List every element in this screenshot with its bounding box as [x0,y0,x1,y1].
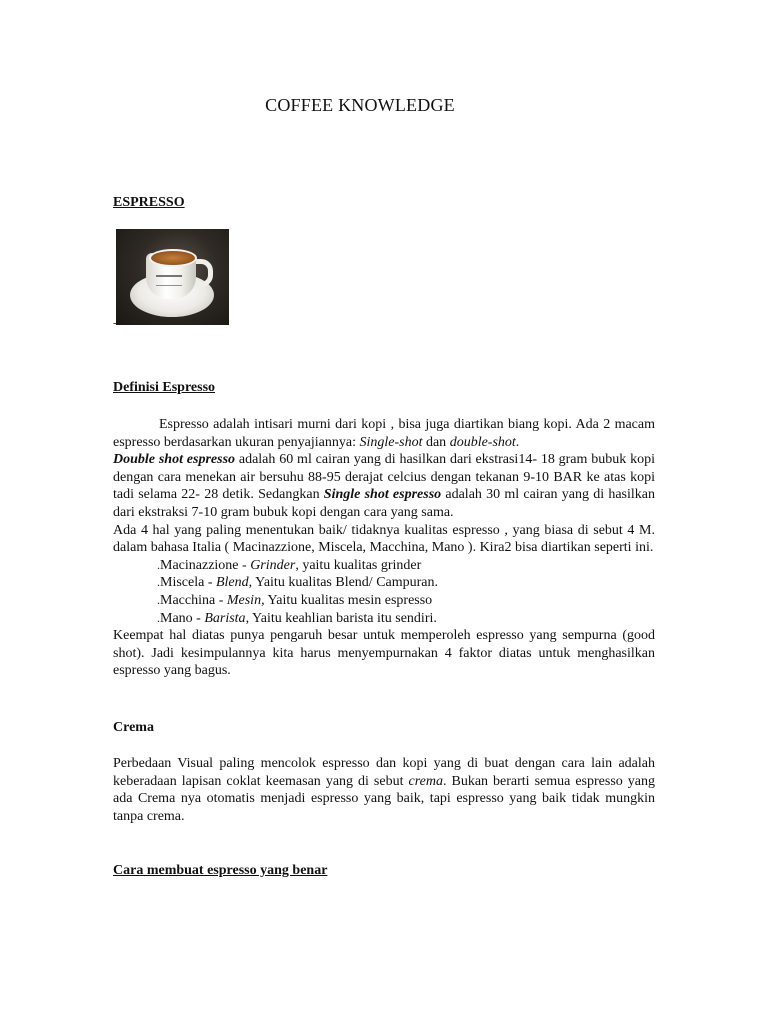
definisi-paragraph-1: Espresso adalah intisari murni dari kopi , bisa juga diartikan biang kopi. Ada 2 macam espresso berdasarkan ukuran penyajiannya: Single-shot dan double-shot. [113,417,655,450]
list-item: .Macinazzione - Grinder, yaitu kualitas grinder [157,557,422,573]
definisi-paragraph-2: Double shot espresso adalah 60 ml cairan yang di hasilkan dari ekstrasi14- 18 gram bubuk kopi dengan cara menekan air bersuhu 88-95 derajat celcius dengan tekanan 9-10 BAR ke atas kopi tadi selama 22- 28 detik. Sedangkan Single shot espresso adalah 30 ml cairan yang di hasilkan dari ekstraksi 7-10 gram bubuk kopi dengan cara yang sama. [113,452,655,520]
coffee-shape [149,249,197,267]
espresso-cup-photo [116,229,229,325]
definisi-body [113,416,655,680]
image-anchor-mark: - [113,318,117,329]
list-item: .Macchina - Mesin, Yaitu kualitas mesin espresso [157,592,433,608]
section-heading-espresso: ESPRESSO [113,195,185,210]
cup-logo-shape [156,275,182,286]
definisi-paragraph-4: Keempat hal diatas punya pengaruh besar untuk memperoleh espresso yang sempurna (good shot). Jadi kesimpulannya kita harus menyempurnakan 4 faktor diatas untuk menghasilkan espresso yang bagus. [113,628,655,679]
crema-heading: Crema [113,720,154,735]
list-item: .Mano - Barista, Yaitu keahlian barista itu sendiri. [157,610,437,626]
crema-paragraph: Perbedaan Visual paling mencolok espresso dan kopi yang di buat dengan cara lain adalah keberadaan lapisan coklat keemasan yang di sebut crema. Bukan berarti semua espresso yang ada Crema nya otomatis menjadi espresso yang baik, tapi espresso yang baik tidak mungkin tanpa crema. [113,756,655,824]
cara-heading: Cara membuat espresso yang benar [113,863,328,878]
definisi-heading: Definisi Espresso [113,380,216,395]
definisi-paragraph-3: Ada 4 hal yang paling menentukan baik/ tidaknya kualitas espresso , yang biasa di sebut 4 M. dalam bahasa Italia ( Macinazzione, Miscela, Macchina, Mano ). Kira2 bisa diartikan seperti ini. [113,522,655,556]
crema-body [113,755,655,825]
page-title: COFFEE KNOWLEDGE [265,95,455,115]
list-item: .Miscela - Blend, Yaitu kualitas Blend/ Campuran. [157,575,439,591]
